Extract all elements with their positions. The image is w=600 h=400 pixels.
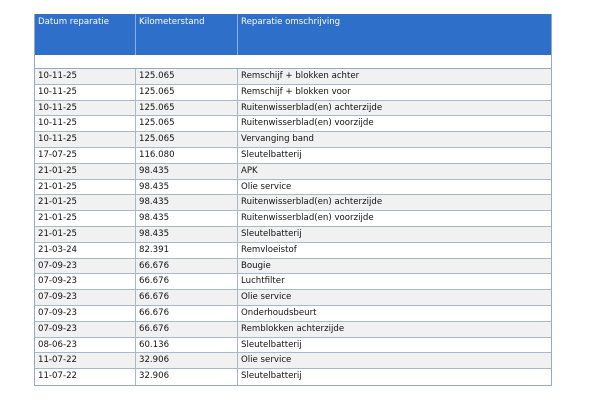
cell-description: APK [241,165,258,176]
cell-description: Remschijf + blokken voor [241,86,351,97]
cell-description: Sleutelbatterij [241,371,302,382]
table-row [35,243,551,259]
cell-description: Luchtfilter [241,276,285,287]
cell-mileage: 116.080 [136,148,238,163]
cell-date: 08-06-23 [35,338,136,353]
cell-date: 10-11-25 [35,116,136,131]
table-row [35,195,551,211]
cell-date: 10-11-25 [35,85,136,100]
cell-date: 07-09-23 [35,322,136,337]
cell-date: 07-09-23 [35,274,136,289]
cell-description: Bougie [241,260,271,271]
table-row [35,306,551,322]
table-row [35,164,551,180]
cell-date: 21-01-25 [35,180,136,195]
cell-mileage: 66.676 [136,322,238,337]
cell-mileage: 125.065 [136,101,238,116]
table-row [35,369,551,385]
cell-description: Olie service [241,292,292,303]
table-row [35,353,551,369]
cell-description: Remvloeistof [241,244,297,255]
cell-date: 21-01-25 [35,211,136,226]
table-body [35,69,551,385]
cell-mileage: 125.065 [136,116,238,131]
cell-mileage: 98.435 [136,180,238,195]
cell-mileage: 98.435 [136,211,238,226]
cell-description: Onderhoudsbeurt [241,307,317,318]
header-mileage: Kilometerstand [136,14,238,55]
header-date: Datum reparatie [35,14,136,55]
cell-description: Olie service [241,355,292,366]
table-spacer-row [35,55,551,69]
cell-date: 17-07-25 [35,148,136,163]
table-row [35,69,551,85]
cell-date: 10-11-25 [35,101,136,116]
table-row [35,290,551,306]
cell-date: 10-11-25 [35,69,136,84]
cell-description: Ruitenwisserblad(en) achterzijde [241,102,383,113]
table-row [35,338,551,354]
cell-date: 21-03-24 [35,243,136,258]
table-row [35,259,551,275]
cell-mileage: 60.136 [136,338,238,353]
cell-mileage: 125.065 [136,85,238,100]
table-row [35,116,551,132]
table-row [35,101,551,117]
cell-description: Vervanging band [241,134,314,145]
cell-mileage: 66.676 [136,306,238,321]
cell-date: 07-09-23 [35,290,136,305]
cell-date: 21-01-25 [35,227,136,242]
cell-date: 10-11-25 [35,132,136,147]
cell-description: Ruitenwisserblad(en) achterzijde [241,197,383,208]
cell-mileage: 125.065 [136,132,238,147]
table-row [35,211,551,227]
table-row [35,322,551,338]
cell-mileage: 66.676 [136,274,238,289]
table-row [35,132,551,148]
cell-description: Ruitenwisserblad(en) voorzijde [241,118,374,129]
table-header [35,14,551,55]
cell-description: Sleutelbatterij [241,228,302,239]
table-row [35,227,551,243]
cell-description: Ruitenwisserblad(en) voorzijde [241,213,374,224]
repair-history-table [34,14,552,386]
cell-date: 11-07-22 [35,353,136,368]
table-row [35,85,551,101]
cell-date: 21-01-25 [35,195,136,210]
table-row [35,274,551,290]
cell-description: Sleutelbatterij [241,339,302,350]
cell-mileage: 98.435 [136,195,238,210]
cell-date: 21-01-25 [35,164,136,179]
table-row [35,180,551,196]
cell-mileage: 32.906 [136,353,238,368]
cell-mileage: 66.676 [136,259,238,274]
cell-mileage: 82.391 [136,243,238,258]
cell-date: 11-07-22 [35,369,136,385]
header-description: Reparatie omschrijving [241,17,341,27]
cell-mileage: 98.435 [136,227,238,242]
cell-mileage: 125.065 [136,69,238,84]
cell-description: Sleutelbatterij [241,149,302,160]
cell-description: Remschijf + blokken achter [241,71,360,81]
cell-mileage: 66.676 [136,290,238,305]
cell-mileage: 98.435 [136,164,238,179]
cell-description: Remblokken achterzijde [241,323,345,334]
cell-date: 07-09-23 [35,259,136,274]
cell-date: 07-09-23 [35,306,136,321]
table-row [35,148,551,164]
cell-description: Olie service [241,181,292,192]
cell-mileage: 32.906 [136,369,238,385]
